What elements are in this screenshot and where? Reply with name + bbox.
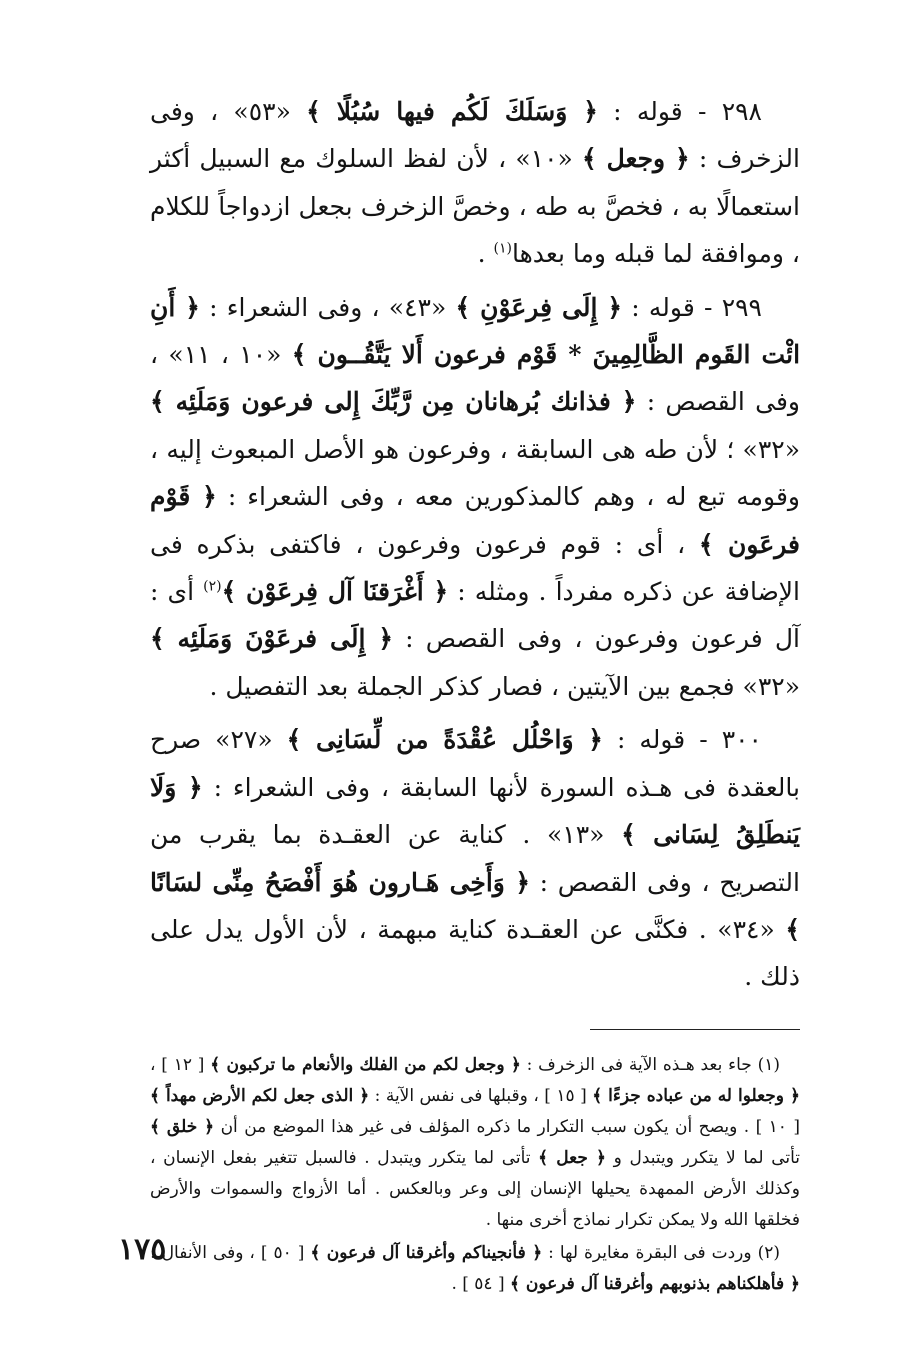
text-run: (٢) وردت فى البقرة مغايرة لها : [542, 1242, 780, 1263]
quran-quote: ﴿ وَاحْلُل عُقْدَةً من لِّسَانِى ﴾ [286, 725, 603, 755]
text-run: تأتى لما يتكرر ويتبدل . فالسبل تتغير بفعل الإنسان ، وكذلك الأرض الممهدة يحيلها الإنسان إلى وعر وبالعكس . أما الأزواج والسموات والأرض فخلقها الله ولا يمكن تكرار نماذج أخرى منها . [150, 1147, 800, 1230]
quran-quote: ﴿ وجعل لكم من الفلك والأنعام ما تركبون ﴾ [210, 1054, 521, 1075]
quran-quote: ﴿ جعل ﴾ [538, 1147, 606, 1168]
footnote [150, 1238, 800, 1300]
quran-quote: ﴿ فأنجيناكم وأغرقنا آل فرعون ﴾ [310, 1242, 543, 1263]
footnote-separator [590, 1029, 800, 1030]
quran-quote: ﴿ أَنِ ائْت القَوم الظَّالِمِينَ * قَوْم فرعون أَلا يَتَّقُــون ﴾ [150, 292, 801, 370]
quran-quote: ﴿ قَوْم فرعَون ﴾ [150, 482, 800, 559]
page-number: ١٧٥ [118, 1232, 167, 1267]
quran-quote: ﴿ وَأَخِى هَـارون هُوَ أَفْصَحُ مِنِّى لسَانًا ﴾ [150, 867, 800, 944]
text-run: «١٣» . كناية عن العقـدة بما يقرب من التصريح ، وفى القصص : [150, 820, 800, 897]
paragraph [150, 88, 800, 278]
quran-quote: ﴿ إِلَى فرعَوْنَ وَمَلَئِه ﴾ [150, 624, 393, 654]
quran-quote: ﴿ خلق ﴾ [150, 1116, 215, 1137]
quran-quote: ﴿ إِلَى فِرعَوْنِ ﴾ [455, 292, 623, 322]
text-run: «١٠» ، لأن لفظ السلوك مع السبيل أكثر استعمالًا به ، فخصَّ به طه ، وخصَّ الزخرف بجعل ازدواجاً للكلام ، وموافقة لما قبله وما بعدها [150, 144, 800, 269]
footnote-marker: (١) [493, 240, 512, 257]
text-run: (١) جاء بعد هـذه الآية فى الزخرف : [520, 1054, 780, 1075]
text-run: «١٠ ، ١١» ، وفى القصص : [150, 340, 800, 417]
text-run: «٢٧» صرح بالعقدة فى هـذه السورة لأنها السابقة ، وفى الشعراء : [150, 725, 800, 802]
text-run: ٢٩٨ - قوله : [597, 97, 762, 126]
quran-quote: ﴿ فذانك بُرهانان مِن رَّبِّكَ إِلى فرعون وَمَلَئِه ﴾ [150, 387, 637, 417]
footnotes [150, 1050, 800, 1300]
quran-quote: ﴿ وجعل ﴾ [582, 144, 690, 174]
main-text [150, 88, 800, 1001]
text-run: «٣٤» . فكنَّى عن العقـدة كناية مبهمة ، لأن الأول يدل على ذلك . [150, 914, 800, 992]
text-run: ٢٩٩ - قوله : [622, 292, 762, 322]
text-run: [ ١٢ ] ، [150, 1054, 211, 1075]
quran-quote: ﴿ وَلَا يَنطَلِقُ لِسَانى ﴾ [150, 772, 800, 850]
text-run: أى : آل فرعون وفرعون ، وفى القصص : [150, 577, 800, 654]
paragraph [150, 716, 800, 1000]
page-body [150, 88, 800, 1302]
text-run: [ ١٠ ] . ويصح أن يكون سبب التكرار ما ذكره المؤلف فى غير هذا الموضع من أن [214, 1116, 800, 1137]
text-run: ٣٠٠ - قوله : [602, 725, 762, 755]
text-run: «٣٢» ؛ لأن طه هى السابقة ، وفرعون هو الأصل المبعوث إليه ، وقومه تبع له ، وهم كالمذكورين معه ، وفى الشعراء : [150, 434, 800, 512]
quran-quote: ﴿ فأهلكناهم بذنوبهم وأغرقنا آل فرعون ﴾ [510, 1273, 800, 1294]
text-run: «٥٣» ، وفى الزخرف : [150, 97, 800, 174]
quran-quote: ﴿ أَغْرَقنَا آل فِرعَوْن ﴾ [221, 577, 449, 607]
text-run: [ ٥٠ ] ، وفى الأنفال : [150, 1242, 311, 1263]
quran-quote: ﴿ وَسَلَكَ لَكُم فيها سُبُلًا ﴾ [306, 97, 598, 126]
text-run: [ ٥٤ ] . [451, 1273, 510, 1294]
quran-quote: ﴿ وجعلوا له من عباده جزءًا ﴾ [592, 1085, 800, 1106]
footnote-marker: (٢) [203, 578, 222, 595]
text-run: . [477, 239, 494, 269]
text-run: «٣٢» فجمع بين الآيتين ، فصار كذكر الجملة بعد التفصيل . [209, 671, 800, 701]
quran-quote: ﴿ الذى جعل لكم الأرض مهداً ﴾ [150, 1085, 370, 1106]
text-run: «٤٣» ، وفى الشعراء : [199, 292, 456, 322]
paragraph [150, 284, 800, 711]
text-run: ، أى : قوم فرعون وفرعون ، فاكتفى بذكره فى الإضافة عن ذكره مفرداً . ومثله : [150, 529, 801, 607]
footnote [150, 1050, 800, 1236]
text-run: تأتى لما لا يتكرر ويتبدل و [605, 1147, 801, 1168]
text-run: [ ١٥ ] ، وقبلها فى نفس الآية : [369, 1085, 593, 1106]
